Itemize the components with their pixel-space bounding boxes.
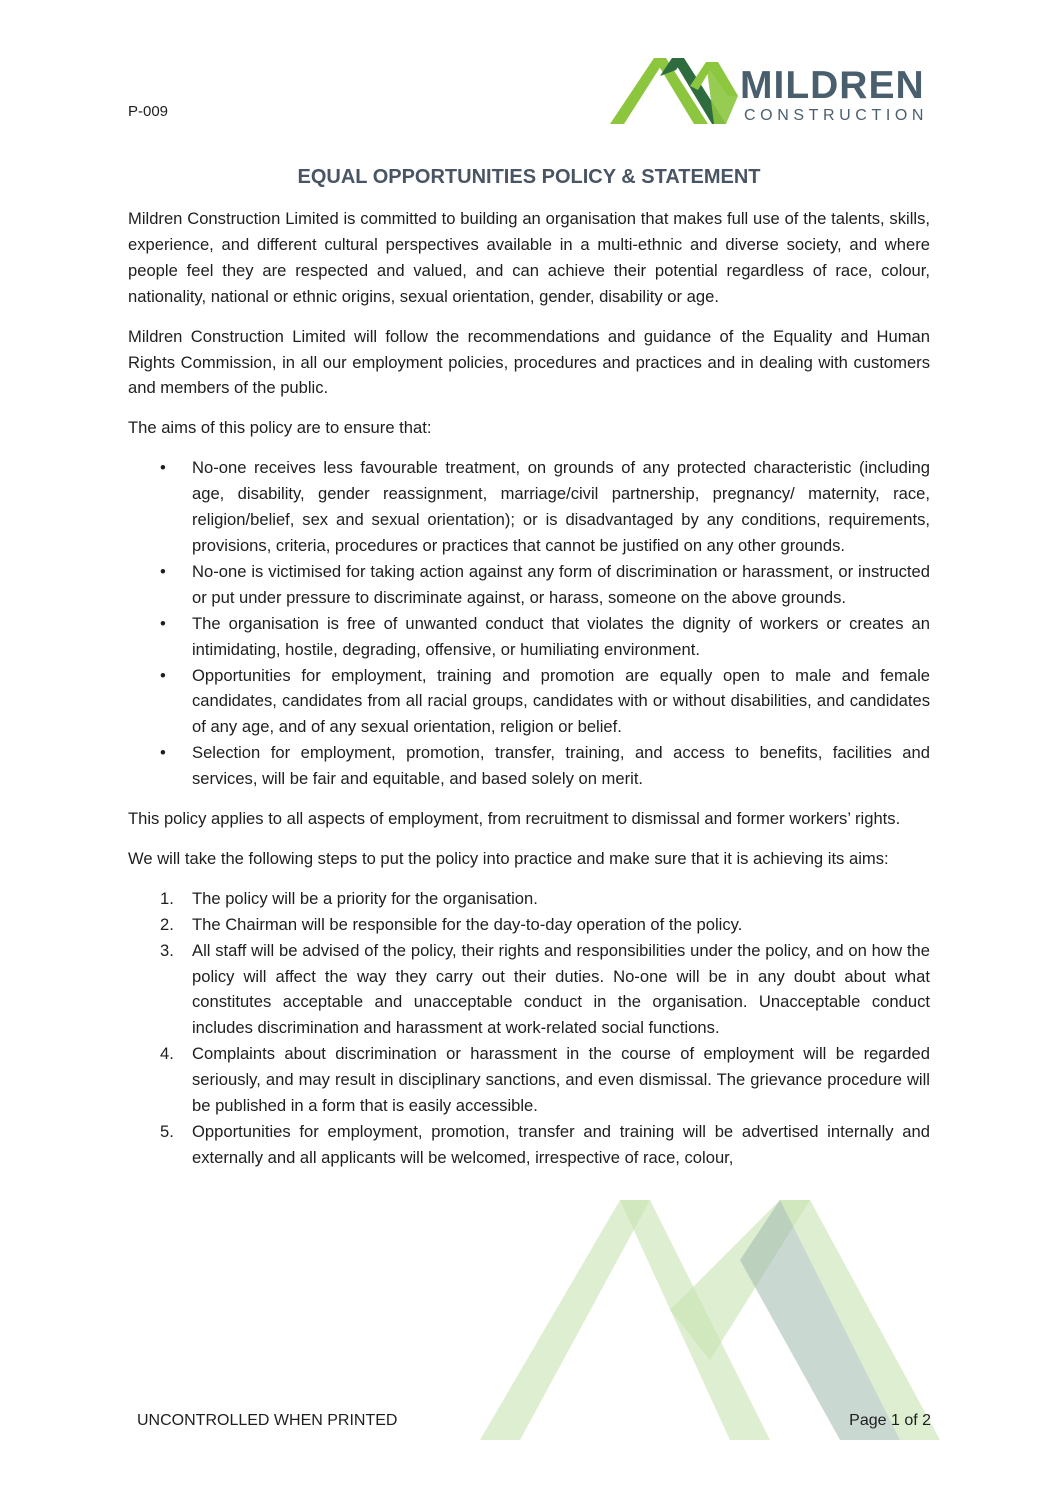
list-item	[128, 611, 930, 663]
bullet-marker: •	[160, 561, 166, 581]
document-body	[128, 206, 930, 1185]
intro-paragraph: Mildren Construction Limited is committed to building an organisation that makes full use of the talents, skills, experience, and different cultural perspectives available in a multi-ethnic and diverse society, and where people feel they are respected and valued, and can achieve their potential regardless of race, colour, nationality, national or ethnic origins, sexual orientation, gender, disability or age.	[128, 209, 930, 306]
steps-list	[128, 886, 930, 1171]
step-number: 4.	[160, 1044, 174, 1064]
list-item-text: The organisation is free of unwanted conduct that violates the dignity of workers or creates an intimidating, hostile, degrading, offensive, or humiliating environment.	[192, 613, 930, 659]
footer-notice: UNCONTROLLED WHEN PRINTED	[137, 1412, 398, 1429]
steps-intro: We will take the following steps to put the policy into practice and make sure that it is achieving its aims:	[128, 848, 889, 868]
list-item	[128, 938, 930, 1042]
page-number: Page 1 of 2	[849, 1412, 931, 1429]
logo-subtitle: CONSTRUCTION	[744, 107, 929, 124]
list-item-text: All staff will be advised of the policy, their rights and responsibilities under the policy, and on how the policy will affect the way they carry out their duties. No-one will be in any doubt about what constitutes acceptable and unacceptable conduct in the organisation. Unacceptable conduct includes discrimination and harassment at work-related social functions.	[192, 940, 930, 1038]
guidance-paragraph: Mildren Construction Limited will follow the recommendations and guidance of the Equality and Human Rights Commission, in all our employment policies, procedures and practices and in dealing with customers and members of the public.	[128, 326, 930, 398]
list-item	[128, 455, 930, 559]
list-item	[128, 1119, 930, 1171]
list-item-text: Selection for employment, promotion, transfer, training, and access to benefits, facilities and services, will be fair and equitable, and based solely on merit.	[192, 743, 930, 789]
list-item	[128, 663, 930, 741]
list-item-text: Opportunities for employment, promotion, transfer and training will be advertised internally and externally and all applicants will be welcomed, irrespective of race, colour,	[192, 1122, 930, 1167]
aims-intro: The aims of this policy are to ensure that:	[128, 418, 432, 438]
step-number: 5.	[160, 1122, 174, 1141]
step-number: 2.	[160, 914, 174, 934]
logo-mountain-icon	[610, 56, 738, 128]
bullet-marker: •	[160, 458, 166, 478]
list-item	[128, 559, 930, 611]
list-item-text: The policy will be a priority for the organisation.	[192, 888, 538, 908]
bullet-marker: •	[160, 665, 166, 685]
step-number: 1.	[160, 888, 174, 908]
logo-wordmark: MILDREN	[740, 64, 925, 107]
list-item-text: No-one is victimised for taking action against any form of discrimination or harassment, or instructed or put under pressure to discriminate against, or harass, someone on the above grounds.	[192, 561, 930, 607]
list-item	[128, 740, 930, 792]
scope-paragraph: This policy applies to all aspects of employment, from recruitment to dismissal and former workers’ rights.	[128, 809, 901, 829]
aims-list	[128, 455, 930, 792]
list-item-text: The Chairman will be responsible for the day-to-day operation of the policy.	[192, 914, 743, 934]
list-item	[128, 1041, 930, 1119]
document-reference: P-009	[128, 103, 169, 120]
mountain-watermark	[440, 1190, 940, 1440]
list-item	[128, 912, 930, 938]
list-item	[128, 886, 930, 912]
list-item-text: Opportunities for employment, training and promotion are equally open to male and female candidates, candidates from all racial groups, candidates with or without disabilities, and candidates of any age, and of any sexual orientation, religion or belief.	[192, 665, 930, 737]
document-title: EQUAL OPPORTUNITIES POLICY & STATEMENT	[297, 166, 761, 188]
step-number: 3.	[160, 940, 174, 960]
list-item-text: No-one receives less favourable treatment, on grounds of any protected characteristic (including age, disability, gender reassignment, marriage/civil partnership, pregnancy/ maternity, race, religion/belief, sex and sexual orientation); or is disadvantaged by any conditions, requirements, provisions, criteria, procedures or practices that cannot be justified on any other grounds.	[192, 458, 930, 555]
bullet-marker: •	[160, 613, 166, 633]
company-logo	[610, 56, 930, 128]
list-item-text: Complaints about discrimination or harassment in the course of employment will be regarded seriously, and may result in disciplinary sanctions, and even dismissal. The grievance procedure will be published in a form that is easily accessible.	[192, 1044, 930, 1116]
bullet-marker: •	[160, 743, 166, 763]
